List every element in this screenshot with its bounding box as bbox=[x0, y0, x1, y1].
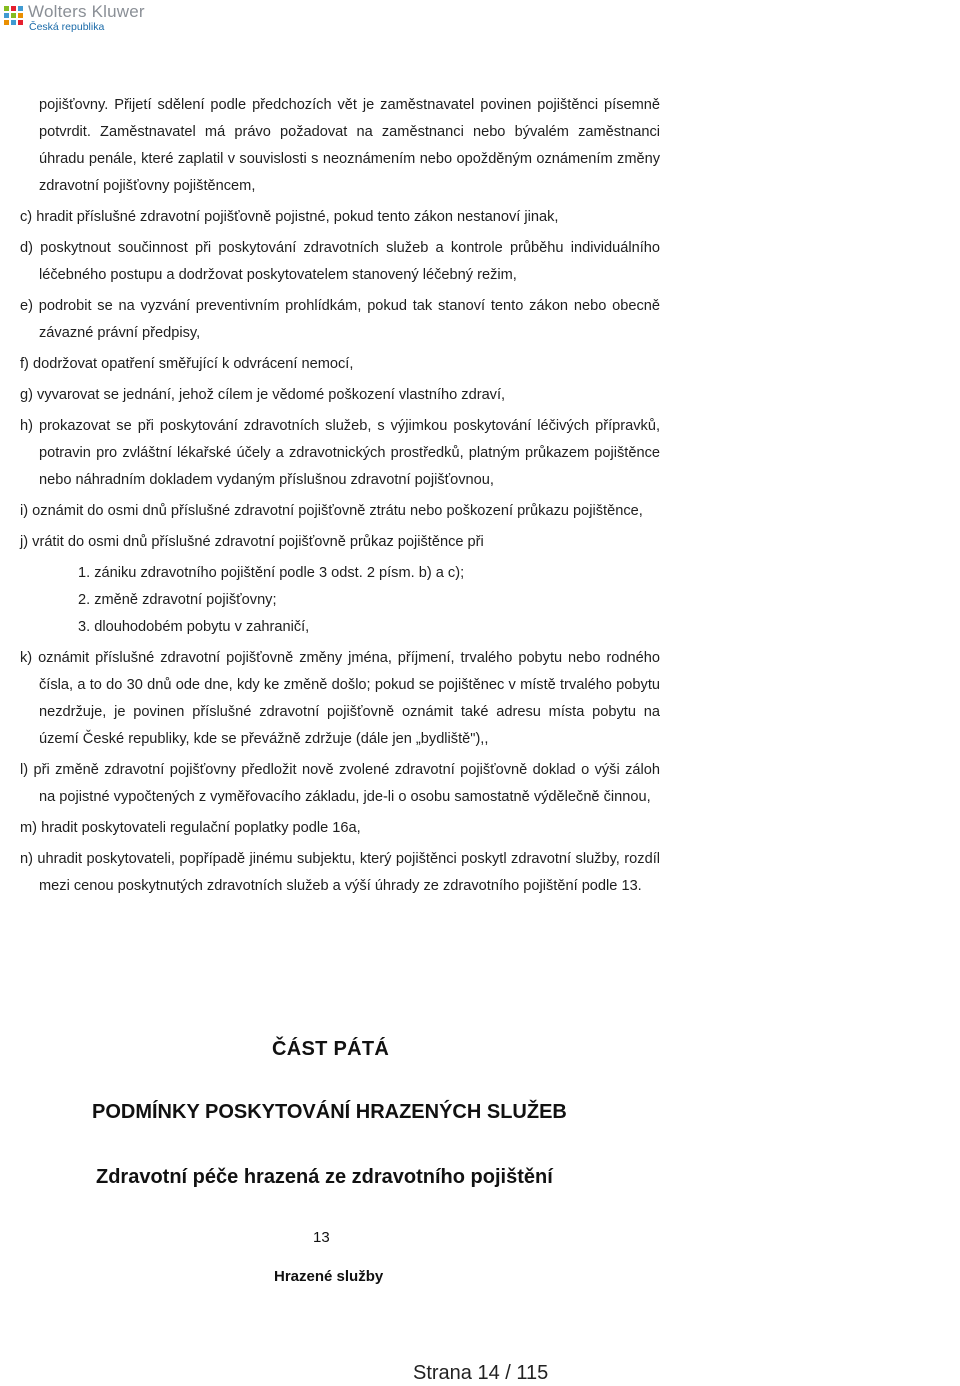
page-number: Strana 14 / 115 bbox=[413, 1362, 549, 1384]
list-item-d: d) poskytnout součinnost při poskytování zdravotních služeb a kontrole průběhu individuálního léčebného postupu a dodržovat poskytovatelem stanovený léčebný režim, bbox=[20, 240, 660, 283]
list-item-f: f) dodržovat opatření směřující k odvrácení nemocí, bbox=[20, 356, 354, 372]
wolters-kluwer-logo-icon bbox=[3, 5, 25, 27]
list-item-l: l) při změně zdravotní pojišťovny předložit nově zvolené zdravotní pojišťovně doklad o výši záloh na pojistné vypočtených z vyměřovacího základu, jde-li o osobu samostatně výdělečně činnou, bbox=[20, 762, 660, 805]
list-item-g: g) vyvarovat se jednání, jehož cílem je vědomé poškození vlastního zdraví, bbox=[20, 387, 506, 403]
care-heading: Zdravotní péče hrazená ze zdravotního pojištění bbox=[96, 1166, 553, 1188]
sub-item-j-1: 1. zániku zdravotního pojištění podle 3 odst. 2 písm. b) a c); bbox=[78, 565, 465, 581]
document-body bbox=[20, 92, 660, 904]
list-item-e: e) podrobit se na vyzvání preventivním prohlídkám, pokud tak stanoví tento zákon nebo obecně závazné právní předpisy, bbox=[20, 298, 660, 341]
list-item-i: i) oznámit do osmi dnů příslušné zdravotní pojišťovně ztrátu nebo poškození průkazu pojištěnce, bbox=[20, 503, 643, 519]
part-heading: ČÁST PÁTÁ bbox=[272, 1038, 390, 1060]
sub-item-j-2: 2. změně zdravotní pojišťovny; bbox=[78, 592, 277, 608]
logo-name: Wolters Kluwer bbox=[28, 2, 145, 21]
list-item-k: k) oznámit příslušné zdravotní pojišťovně změny jména, příjmení, trvalého pobytu nebo rodného čísla, a to do 30 dnů ode dne, kdy ke změně došlo; pokud se pojištěnec v místě trvalého pobytu nezdržuje, je povinen příslušné zdravotní pojišťovně oznámit také adresu místa pobytu na území České republiky, kde se převážně zdržuje (dále jen „bydliště"),, bbox=[20, 650, 660, 747]
list-item-h: h) prokazovat se při poskytování zdravotních služeb, s výjimkou poskytování léčivých přípravků, potravin pro zvláštní lékařské účely a zdravotnických prostředků, platným průkazem pojištěnce nebo náhradním dokladem vydaným příslušnou zdravotní pojišťovnou, bbox=[20, 418, 660, 488]
list-item-n: n) uhradit poskytovateli, popřípadě jinému subjektu, který pojištěnci poskytl zdravotní služby, rozdíl mezi cenou poskytnutých zdravotních služeb a výší úhrady ze zdravotního pojištění podle 13. bbox=[20, 851, 660, 894]
conditions-heading: PODMÍNKY POSKYTOVÁNÍ HRAZENÝCH SLUŽEB bbox=[92, 1101, 567, 1123]
logo-text bbox=[28, 3, 145, 33]
publisher-logo bbox=[3, 3, 145, 37]
section-title: Hrazené služby bbox=[274, 1268, 384, 1285]
continuation-paragraph: pojišťovny. Přijetí sdělení podle předchozích vět je zaměstnavatel povinen pojištěnci písemně potvrdit. Zaměstnavatel má právo požadovat na zaměstnanci nebo bývalém zaměstnanci úhradu penále, které zaplatil v souvislosti s neoznámením nebo opožděným oznámením změny zdravotní pojišťovny pojištěncem, bbox=[39, 97, 660, 194]
list-item-j: j) vrátit do osmi dnů příslušné zdravotní pojišťovně průkaz pojištěnce při bbox=[20, 534, 484, 550]
list-item-c: c) hradit příslušné zdravotní pojišťovně pojistné, pokud tento zákon nestanoví jinak, bbox=[20, 209, 559, 225]
sub-item-j-3: 3. dlouhodobém pobytu v zahraničí, bbox=[78, 619, 310, 635]
logo-subtitle: Česká republika bbox=[29, 21, 105, 33]
section-number: 13 bbox=[313, 1229, 330, 1246]
list-item-m: m) hradit poskytovateli regulační poplatky podle 16a, bbox=[20, 820, 361, 836]
